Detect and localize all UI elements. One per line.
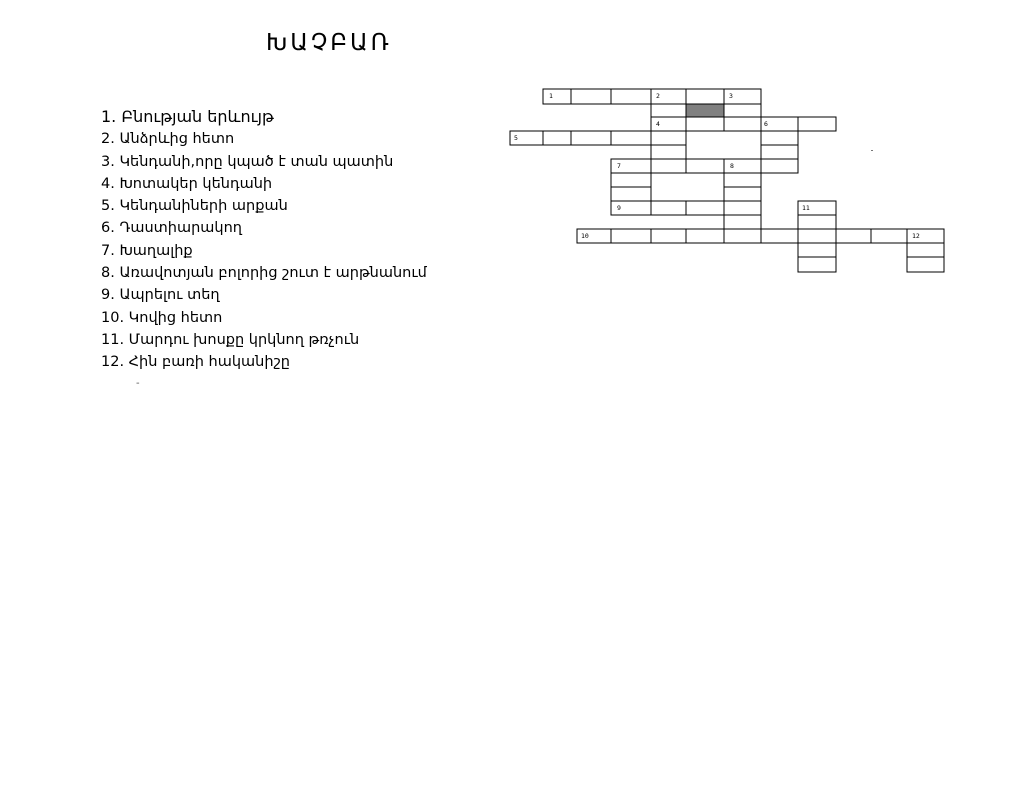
grid-cell[interactable] bbox=[686, 201, 724, 215]
grid-cell[interactable] bbox=[724, 215, 761, 229]
grid-cell[interactable] bbox=[571, 131, 611, 145]
shaded-cell bbox=[686, 104, 724, 117]
grid-number: 11 bbox=[802, 204, 810, 212]
grid-cell[interactable] bbox=[651, 145, 686, 159]
grid-number: 4 bbox=[656, 120, 660, 128]
grid-cell[interactable] bbox=[761, 145, 798, 159]
clue-item: 10. Կովից հետո bbox=[101, 309, 223, 326]
clue-item: 7. Խաղալիք bbox=[101, 242, 193, 259]
grid-number: 2 bbox=[656, 92, 660, 100]
grid-number: 12 bbox=[912, 232, 920, 240]
clue-item: 9. Ապրելու տեղ bbox=[101, 287, 220, 304]
clue-item: 11. Մարդու խոսքը կրկնող թռչուն bbox=[101, 331, 360, 348]
grid-number: 6 bbox=[764, 120, 768, 128]
grid-cell[interactable] bbox=[611, 173, 651, 187]
grid-cell[interactable] bbox=[871, 229, 907, 243]
grid-cell[interactable] bbox=[686, 229, 724, 243]
grid-cell[interactable] bbox=[761, 229, 798, 243]
clue-item: 12. Հին բառի հականիշը bbox=[101, 354, 290, 371]
grid-cell[interactable] bbox=[907, 257, 944, 272]
grid-cell[interactable] bbox=[724, 229, 761, 243]
grid-cell[interactable] bbox=[836, 229, 871, 243]
grid-cell[interactable] bbox=[761, 159, 798, 173]
clue-item: 5. Կենդանիների արքան bbox=[101, 198, 288, 215]
clue-item: 2. Անձրևից հետո bbox=[101, 131, 235, 148]
grid-cell[interactable] bbox=[798, 229, 836, 243]
grid-cell[interactable] bbox=[907, 243, 944, 257]
grid-cell[interactable] bbox=[611, 229, 651, 243]
grid-cell[interactable] bbox=[798, 257, 836, 272]
grid-cell[interactable] bbox=[651, 229, 686, 243]
grid-cell[interactable] bbox=[651, 201, 686, 215]
grid-cell[interactable] bbox=[611, 89, 651, 104]
clue-item: 8. Առավոտյան բոլորից շուտ է արթնանում bbox=[101, 265, 427, 282]
grid-number: 5 bbox=[514, 134, 518, 142]
grid-cell[interactable] bbox=[611, 131, 651, 145]
grid-number: 10 bbox=[581, 232, 589, 240]
stray-mark: - bbox=[136, 378, 140, 389]
clue-item: 1. Բնության երևույթ bbox=[101, 107, 274, 126]
grid-cell[interactable] bbox=[543, 89, 571, 104]
grid-number: 8 bbox=[730, 162, 734, 170]
grid-number: 7 bbox=[617, 162, 621, 170]
grid-cell[interactable] bbox=[798, 215, 836, 229]
clue-item: 6. Դաստիարակող bbox=[101, 220, 243, 237]
grid-cell[interactable] bbox=[724, 173, 761, 187]
grid-number: 1 bbox=[549, 92, 553, 100]
grid-cell[interactable] bbox=[686, 89, 724, 104]
clue-item: 4. Խոտակեր կենդանի bbox=[101, 175, 273, 192]
page-title: ԽԱՉԲԱՌ bbox=[266, 30, 392, 56]
grid-number: 9 bbox=[617, 204, 621, 212]
grid-cell[interactable] bbox=[571, 89, 611, 104]
grid-cell[interactable] bbox=[611, 187, 651, 201]
clue-item: 3. Կենդանի,որը կպած է տան պատին bbox=[101, 153, 394, 170]
grid-cell[interactable] bbox=[543, 131, 571, 145]
grid-cell[interactable] bbox=[686, 117, 724, 131]
grid-number: 3 bbox=[729, 92, 733, 100]
grid-cell[interactable] bbox=[724, 104, 761, 117]
grid-cell[interactable] bbox=[651, 159, 686, 173]
grid-cell[interactable] bbox=[798, 243, 836, 257]
grid-cell[interactable] bbox=[651, 104, 686, 117]
grid-cell[interactable] bbox=[724, 201, 761, 215]
grid-cell[interactable] bbox=[761, 131, 798, 145]
grid-cell[interactable] bbox=[798, 117, 836, 131]
grid-cell[interactable] bbox=[651, 131, 686, 145]
grid-cell[interactable] bbox=[686, 159, 724, 173]
grid-cell[interactable] bbox=[724, 187, 761, 201]
grid-cell[interactable] bbox=[724, 117, 761, 131]
